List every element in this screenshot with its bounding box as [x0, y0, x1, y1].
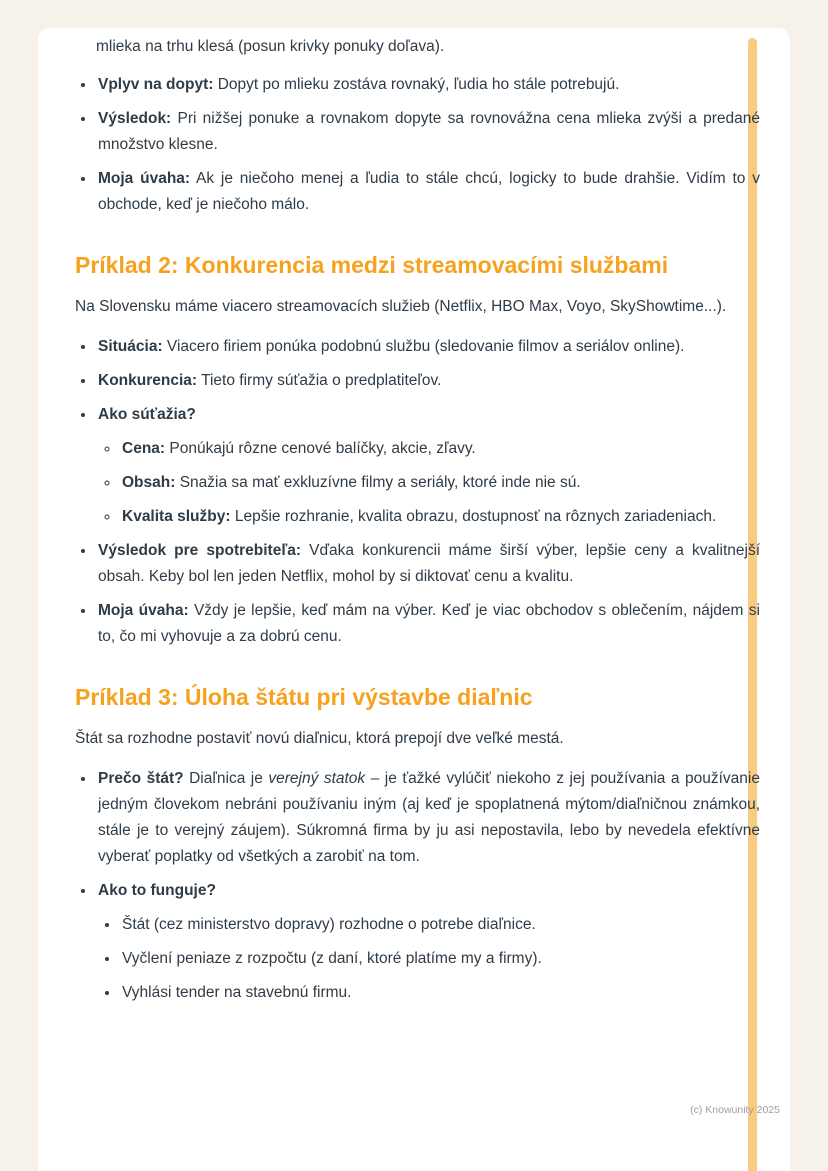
- item-text: Lepšie rozhranie, kvalita obrazu, dostupnosť na rôznych zariadeniach.: [230, 508, 717, 525]
- item-text-italic: verejný statok: [268, 770, 366, 787]
- item-text: Diaľnica je: [183, 770, 269, 787]
- continuation-paragraph: mlieka na trhu klesá (posun krivky ponuky doľava).: [96, 38, 445, 55]
- sub-list-item: • Vyčlení peniaze z rozpočtu (z daní, ktoré platíme my a firmy).: [120, 946, 760, 972]
- sub-list-item: • Vyhlási tender na stavebnú firmu.: [120, 980, 760, 1006]
- item-text: Vďaka konkurencii máme širší výber, lepšie ceny a kvalitnejší obsah. Keby bol len jeden Netflix, mohol by si diktovať cenu a kvalitu.: [98, 542, 760, 585]
- list-item: [96, 766, 760, 870]
- item-text: Ponúkajú rôzne cenové balíčky, akcie, zľavy.: [165, 440, 476, 457]
- item-label: Cena:: [122, 440, 166, 457]
- sub-list-item: [120, 470, 760, 496]
- item-label: Ako to funguje?: [98, 882, 216, 899]
- item-text: Pri nižšej ponuke a rovnakom dopyte sa rovnovážna cena mlieka zvýši a predané množstvo klesne.: [98, 110, 760, 153]
- document-page: [38, 28, 790, 1171]
- paragraph-priklad-3-intro: Štát sa rozhodne postaviť novú diaľnicu, ktorá prepojí dve veľké mestá.: [75, 730, 564, 747]
- list-item: [96, 598, 760, 650]
- item-label: Kvalita služby:: [122, 508, 231, 525]
- sub-list-competition: [98, 436, 760, 530]
- sub-list-item: [120, 436, 760, 462]
- item-text: – je ťažké vylúčiť niekoho z jej používania a používanie jedným človekom nebráni používaniu iným (aj keď je spoplatnená mýtom/diaľničnou známkou, stále je to verejný záujem). Súkromná firma by ju asi nepostavila, lebo by nevedela efektívne vyberať poplatky od všetkých a zarobiť na tom.: [98, 770, 760, 865]
- item-text: Ak je niečoho menej a ľudia to stále chcú, logicky to bude drahšie. Vidím to v obchode, keď je niečoho málo.: [98, 170, 760, 213]
- item-label: Výsledok:: [98, 110, 172, 127]
- item-text: Vždy je lepšie, keď mám na výber. Keď je viac obchodov s oblečením, nájdem si to, čo mi vyhovuje a za dobrú cenu.: [98, 602, 760, 645]
- item-label: Moja úvaha:: [98, 602, 189, 619]
- sub-list-item: [120, 504, 760, 530]
- bullet-list-1: [75, 72, 760, 218]
- document-content: [75, 34, 760, 1006]
- item-label: Konkurencia:: [98, 372, 198, 389]
- bullet-list-3: [75, 766, 760, 1006]
- list-item: [96, 72, 760, 98]
- item-label: Obsah:: [122, 474, 176, 491]
- watermark: (c) Knowunity 2025: [690, 1104, 780, 1116]
- item-text: Viacero firiem ponúka podobnú službu (sledovanie filmov a seriálov online).: [162, 338, 685, 355]
- list-item: [96, 878, 760, 1006]
- item-text: Dopyt po mlieku zostáva rovnaký, ľudia ho stále potrebujú.: [213, 76, 620, 93]
- bullet-list-2: [75, 334, 760, 650]
- item-text: Tieto firmy súťažia o predplatiteľov.: [197, 372, 442, 389]
- list-item: [96, 368, 760, 394]
- section-heading-priklad-3: Príklad 3: Úloha štátu pri výstavbe diaľnic: [75, 684, 533, 710]
- section-heading-priklad-2: Príklad 2: Konkurencia medzi streamovacími službami: [75, 252, 669, 278]
- item-label: Vplyv na dopyt:: [98, 76, 214, 93]
- item-label: Situácia:: [98, 338, 163, 355]
- list-item: [96, 538, 760, 590]
- list-item: [96, 334, 760, 360]
- list-item: [96, 402, 760, 530]
- sub-list-item: • Štát (cez ministerstvo dopravy) rozhodne o potrebe diaľnice.: [120, 912, 760, 938]
- item-label: Moja úvaha:: [98, 170, 191, 187]
- item-label: Ako súťažia?: [98, 406, 196, 423]
- item-label: Výsledok pre spotrebiteľa:: [98, 542, 302, 559]
- item-label: Prečo štát?: [98, 770, 184, 787]
- list-item: [96, 106, 760, 158]
- list-item: [96, 166, 760, 218]
- sub-list-state-process: [98, 912, 760, 1006]
- item-text: Snažia sa mať exkluzívne filmy a seriály, ktoré inde nie sú.: [175, 474, 581, 491]
- paragraph-priklad-2-intro: Na Slovensku máme viacero streamovacích služieb (Netflix, HBO Max, Voyo, SkyShowtime...).: [75, 298, 727, 315]
